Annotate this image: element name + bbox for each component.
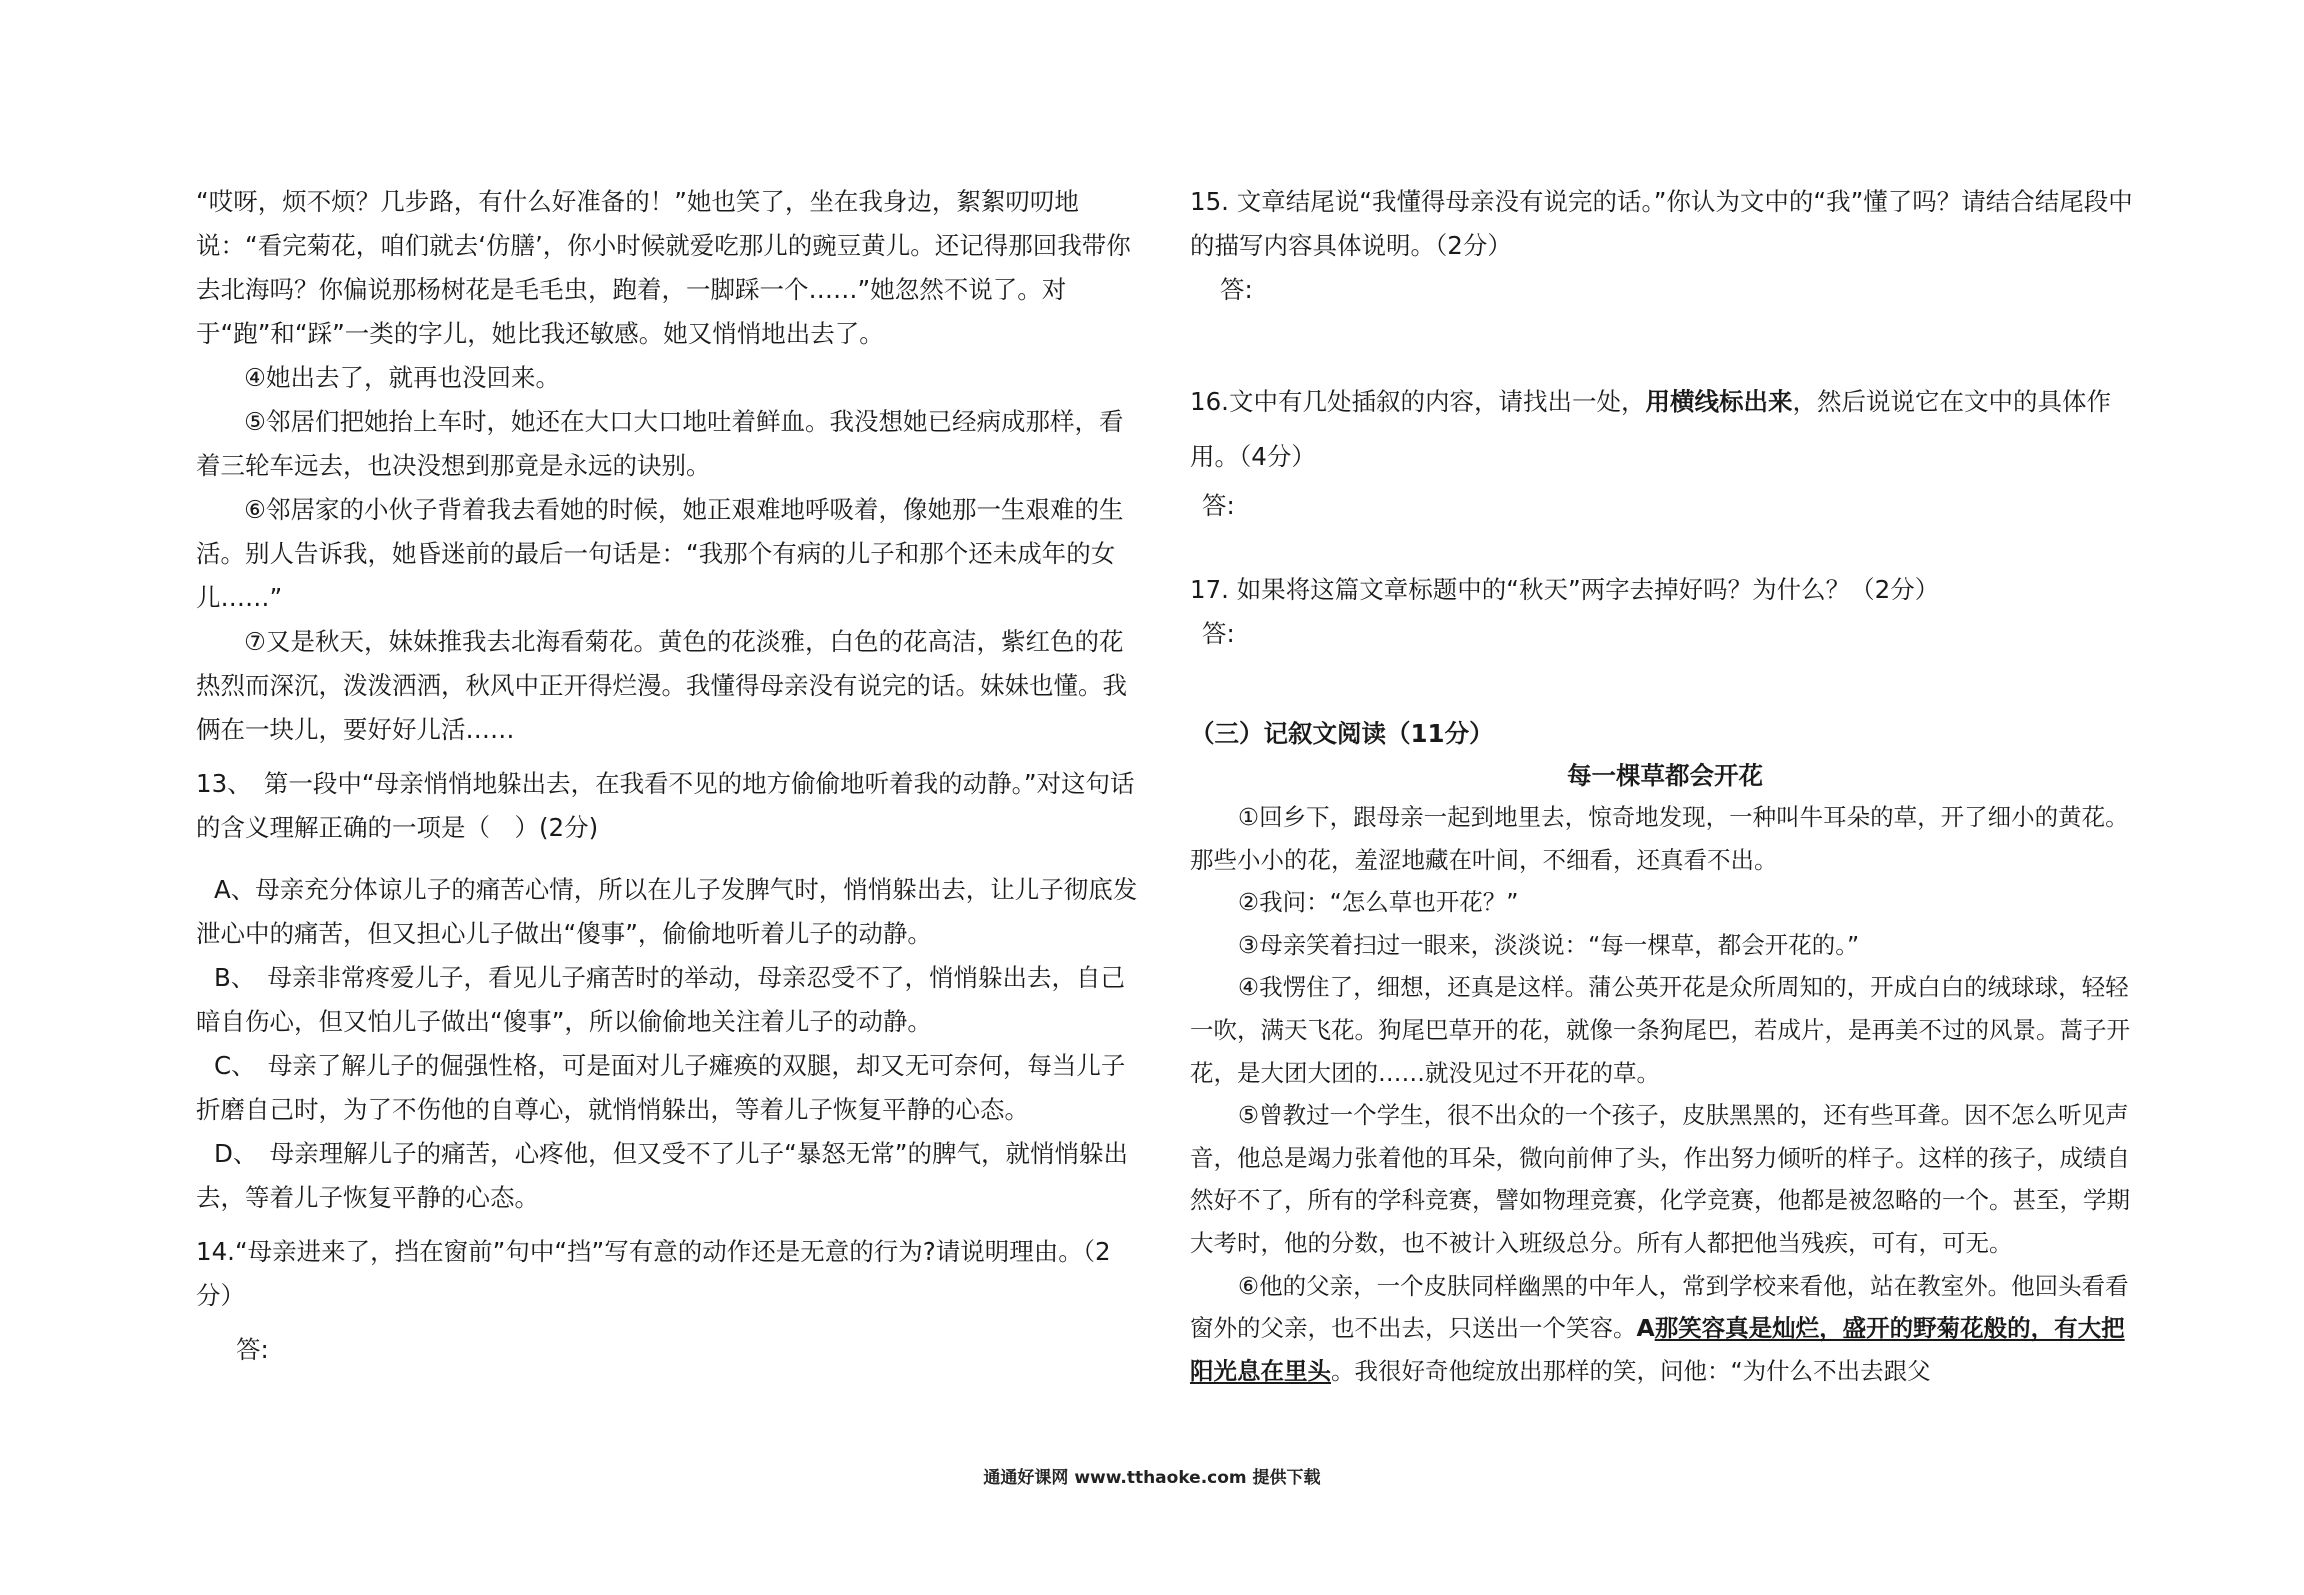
q16-text-post: ，然后说说它在文中的具体作用。（4分） [1190,387,2111,471]
question-14: 14.“母亲进来了，挡在窗前”句中“挡”写有意的动作还是无意的行为?请说明理由。（2分） [196,1237,1111,1310]
section-3-heading: （三）记叙文阅读（11分） [1190,719,1494,748]
passage-para-2: ④她出去了，就再也没回来。 [244,363,560,392]
q16-text-bold: 用横线标出来 [1645,387,1793,416]
q13-option-b: B、 母亲非常疼爱儿子，看见儿子痛苦时的举动，母亲忍受不了，悄悄躲出去，自己暗自伤心，但又怕儿子做出“傻事”，所以偷偷地关注着儿子的动静。 [196,963,1126,1036]
q16-text-pre: 16.文中有几处插叙的内容，请找出一处， [1190,387,1646,416]
para6-underlined-sentence: 那笑容真是灿烂，盛开的野菊花般的，有大把阳光息在里头 [1190,1314,2125,1385]
passage-para-3: ⑤邻居们把她抬上车时，她还在大口大口地吐着鲜血。我没想她已经病成那样，看着三轮车远去，也决没想到那竟是永远的诀别。 [196,407,1124,480]
right-column [1190,180,2140,1392]
passage-para-1: “哎呀，烦不烦？几步路，有什么好准备的！”她也笑了，坐在我身边，絮絮叨叨地说：“看完菊花，咱们就去‘仿膳’，你小时候就爱吃那儿的豌豆黄儿。还记得那回我带你去北海吗？你偏说那杨树花是毛毛虫，跑着，一脚踩一个……”她忽然不说了。对于“跑”和“踩”一类的字儿，她比我还敏感。她又悄悄地出去了。 [196,187,1131,348]
para6-text-pre: ⑥他的父亲，一个皮肤同样幽黑的中年人，常到学校来看他，站在教室外。他回头看看窗外的父亲，也不出去，只送出一个笑容。 [1190,1271,2129,1343]
question-13: 13、 第一段中“母亲悄悄地躲出去，在我看不见的地方偷偷地听着我的动静。”对这句话的含义理解正确的一项是（ ）(2分) [196,769,1135,842]
q13-option-a: A、母亲充分体谅儿子的痛苦心情，所以在儿子发脾气时，悄悄躲出去，让儿子彻底发泄心中的痛苦，但又担心儿子做出“傻事”，偷偷地听着儿子的动静。 [196,875,1138,948]
article-para-2: ②我问：“怎么草也开花？” [1238,888,1519,917]
q15-answer-label: 答: [1220,275,1253,304]
left-column [196,180,1146,1372]
article-title: 每一棵草都会开花 [1567,761,1763,790]
passage-para-5: ⑦又是秋天，妹妹推我去北海看菊花。黄色的花淡雅，白色的花高洁，紫红色的花热烈而深沉，泼泼洒洒，秋风中正开得烂漫。我懂得母亲没有说完的话。妹妹也懂。我俩在一块儿，要好好儿活…… [196,627,1127,744]
question-17: 17. 如果将这篇文章标题中的“秋天”两字去掉好吗？为什么？（2分） [1190,575,1940,604]
para6-mark-a: A [1636,1314,1655,1343]
article-para-1: ①回乡下，跟母亲一起到地里去，惊奇地发现，一种叫牛耳朵的草，开了细小的黄花。那些小小的花，羞涩地藏在叶间，不细看，还真看不出。 [1190,803,2129,874]
passage-para-4: ⑥邻居家的小伙子背着我去看她的时候，她正艰难地呼吸着，像她那一生艰难的生活。别人告诉我，她昏迷前的最后一句话是：“我那个有病的儿子和那个还未成年的女儿……” [196,495,1124,612]
page-footer: 通通好课网 www.tthaoke.com 提供下载 [983,1468,1321,1488]
question-15: 15. 文章结尾说“我懂得母亲没有说完的话。”你认为文中的“我”懂了吗？请结合结尾段中的描写内容具体说明。（2分） [1190,187,2133,260]
q13-option-c: C、 母亲了解儿子的倔强性格，可是面对儿子瘫痪的双腿，却又无可奈何，每当儿子折磨自己时，为了不伤他的自尊心，就悄悄躲出，等着儿子恢复平静的心态。 [196,1051,1126,1124]
q16-answer-label: 答: [1202,491,1235,520]
q14-answer-label: 答: [236,1335,269,1364]
q13-option-d: D、 母亲理解儿子的痛苦，心疼他，但又受不了儿子“暴怒无常”的脾气，就悄悄躲出去，等着儿子恢复平静的心态。 [196,1139,1128,1212]
para6-text-post: 。我很好奇他绽放出那样的笑，问他：“为什么不出去跟父 [1331,1356,1931,1385]
article-para-3: ③母亲笑着扫过一眼来，淡淡说：“每一棵草，都会开花的。” [1238,930,1860,959]
article-para-6 [1190,1265,2140,1393]
question-16 [1190,374,2140,484]
article-para-5: ⑤曾教过一个学生，很不出众的一个孩子，皮肤黑黑的，还有些耳聋。因不怎么听见声音，他总是竭力张着他的耳朵，微向前伸了头，作出努力倾听的样子。这样的孩子，成绩自然好不了，所有的学科竞赛，譬如物理竞赛，化学竞赛，他都是被忽略的一个。甚至，学期大考时，他的分数，也不被计入班级总分。所有人都把他当残疾，可有，可无。 [1190,1101,2130,1257]
q17-answer-label: 答: [1202,619,1235,648]
article-para-4: ④我愣住了，细想，还真是这样。蒲公英开花是众所周知的，开成白白的绒球球，轻轻一吹，满天飞花。狗尾巴草开的花，就像一条狗尾巴，若成片，是再美不过的风景。蒿子开花，是大团大团的……就没见过不开花的草。 [1190,973,2130,1087]
